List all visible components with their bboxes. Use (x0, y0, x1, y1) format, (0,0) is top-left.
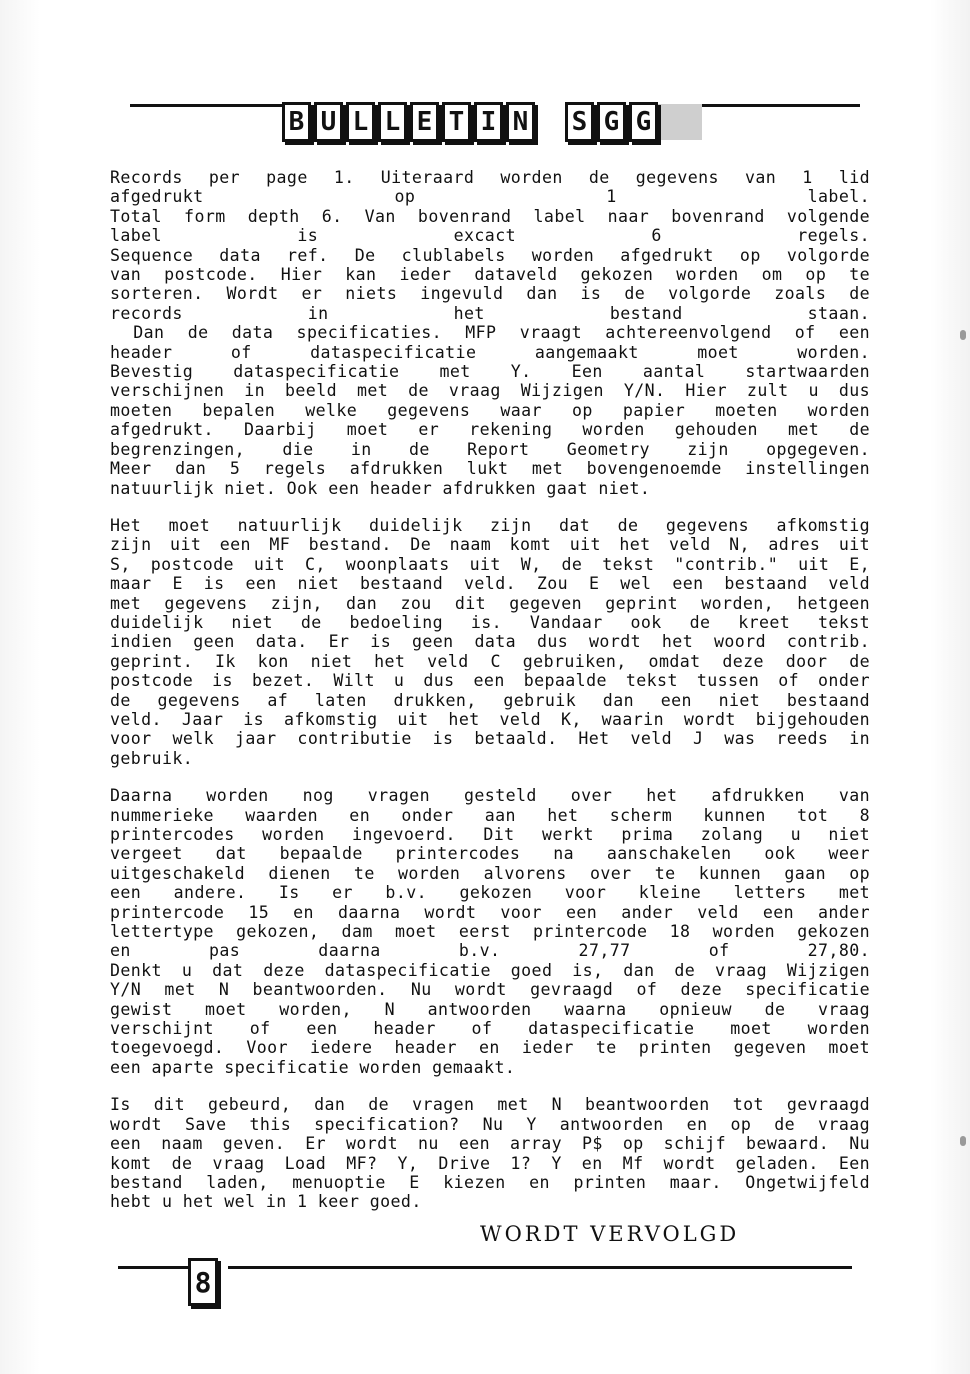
text-line: verschijnt of een header of dataspecificatie moet worden (110, 1019, 870, 1039)
text-line: vergeet dat bepaalde printercodes na aanschakelen ook weer (110, 844, 870, 864)
text-line: natuurlijk niet. Ook een header afdrukken gaat niet. (110, 478, 651, 498)
text-line: uitgeschakeld dienen te worden alvorens over te kunnen gaan op (110, 863, 870, 883)
page-number: 8 (188, 1258, 218, 1306)
text-line: Bevestig dataspecificatie met Y. Een aantal startwaarden (110, 362, 870, 382)
article-paragraph (110, 786, 870, 1077)
text-line: header of dataspecificatie aangemaakt moet worden. (110, 342, 870, 362)
text-line: Is dit gebeurd, dan de vragen met N beantwoorden tot gevraagd (110, 1095, 870, 1115)
masthead-letter: S (565, 102, 594, 142)
text-line: Records per page 1. Uiteraard worden de gegevens van 1 lid (110, 168, 870, 187)
masthead-letter: L (346, 102, 375, 142)
masthead-letter: G (597, 102, 626, 142)
text-line: van postcode. Hier kan ieder dataveld gekozen worden om op te (110, 265, 870, 285)
text-line: duidelijk niet de bedoeling is. Vandaar ook de kreet tekst (110, 612, 870, 632)
masthead-letter: I (474, 102, 503, 142)
article-paragraph (110, 168, 870, 498)
text-line: postcode is bezet. Wilt u dus een bepaalde tekst tussen of onder (110, 671, 870, 691)
text-line: toegevoegd. Voor iedere header en ieder te printen gegeven moet (110, 1038, 870, 1058)
masthead (282, 98, 688, 146)
text-line: label is excact 6 regels. (110, 226, 870, 246)
masthead-letter: E (410, 102, 439, 142)
text-line: Total form depth 6. Van bovenrand label naar bovenrand volgende (110, 206, 870, 226)
text-line: moeten bepalen welke gegevens waar op papier moeten worden (110, 400, 870, 420)
text-line: geprint. Ik kon niet het veld C gebruiken, omdat deze door de (110, 651, 870, 671)
text-line: printercode 15 en daarna wordt voor een ander veld een ander (110, 902, 870, 922)
text-line: een andere. Is er b.v. gekozen voor kleine letters met (110, 883, 870, 903)
masthead-letter: U (314, 102, 343, 142)
text-line: maar E is een niet bestaand veld. Zou E wel een bestaand veld (110, 574, 870, 594)
article-body (110, 168, 870, 1230)
continued-notice: WORDT VERVOLGD (480, 1222, 740, 1246)
text-line: en pas daarna b.v. 27,77 of 27,80. (110, 941, 870, 961)
article-paragraph (110, 1095, 870, 1211)
text-line: voor welk jaar contributie is betaald. Het veld J was reeds in (110, 729, 870, 749)
text-line: Het moet natuurlijk duidelijk zijn dat de gegevens afkomstig (110, 515, 870, 535)
text-line: afgedrukt. Daarbij moet er rekening worden gehouden met de (110, 420, 870, 440)
masthead-letter: L (378, 102, 407, 142)
header-rule-left (130, 104, 290, 107)
masthead-letter: T (442, 102, 471, 142)
text-line: de gegevens af laten drukken, gebruik dan een niet bestaand (110, 690, 870, 710)
punch-hole-mark (960, 1136, 966, 1146)
text-line: Meer dan 5 regels afdrukken lukt met bovengenoemde instellingen (110, 459, 870, 479)
footer-rule-right (228, 1266, 852, 1269)
masthead-letter: G (629, 102, 658, 142)
footer-rule-left (118, 1266, 190, 1269)
text-line: afgedrukt op 1 label. (110, 187, 870, 207)
text-line: Daarna worden nog vragen gesteld over het afdrukken van (110, 786, 870, 806)
text-line: printercodes worden ingevoerd. Dit werkt prima zolang u niet (110, 825, 870, 844)
text-line: S, postcode uit C, woonplaats uit W, de tekst "contrib." uit E, (110, 554, 870, 574)
text-line: veld. Jaar is afkomstig uit het veld K, waarin wordt bijgehouden (110, 709, 870, 729)
text-line: hebt u het wel in 1 keer goed. (110, 1192, 422, 1212)
text-line: met gegevens zijn, dan zou dit gegeven geprint worden, hetgeen (110, 593, 870, 613)
text-line: verschijnen in beeld met de vraag Wijzigen Y/N. Hier zult u dus (110, 381, 870, 401)
text-line: records in het bestand staan. (110, 303, 870, 323)
text-line: zijn uit een MF bestand. De naam komt uit het veld N, adres uit (110, 535, 870, 555)
masthead-word-bulletin (282, 102, 535, 142)
text-line: indien geen data. Er is geen data dus wordt het woord contrib. (110, 632, 870, 652)
text-line: wordt Save this specification? Nu Y antwoorden en op de vraag (110, 1114, 870, 1134)
text-line: begrenzingen, die in de Report Geometry zijn opgegeven. (110, 439, 870, 459)
masthead-letter: N (506, 102, 535, 142)
text-line: een naam geven. Er wordt nu een array P$ op schijf bewaard. Nu (110, 1134, 870, 1154)
text-line: bestand laden, menuoptie E kiezen en printen maar. Ongetwijfeld (110, 1172, 870, 1192)
masthead-letter: B (282, 102, 311, 142)
text-line: Dan de data specificaties. MFP vraagt achtereenvolgend of een (110, 323, 871, 343)
text-line: lettertype gekozen, dam moet eerst printercode 18 worden gekozen (110, 922, 870, 942)
article-paragraph (110, 516, 870, 768)
text-line: Denkt u dat deze dataspecificatie goed is, dan de vraag Wijzigen (110, 960, 870, 980)
text-line: gebruik. (110, 748, 194, 768)
text-line: Y/N met N beantwoorden. Nu wordt gevraagd of deze specificatie (110, 980, 870, 1000)
text-line: nummerieke waarden en onder aan het scherm kunnen tot 8 (110, 805, 870, 825)
text-line: Sequence data ref. De clublabels worden afgedrukt op volgorde (110, 245, 870, 265)
text-line: komt de vraag Load MF? Y, Drive 1? Y en Mf wordt geladen. Een (110, 1153, 870, 1173)
punch-hole-mark (960, 330, 966, 340)
text-line: een aparte specificatie worden gemaakt. (110, 1057, 516, 1077)
text-line: gewist moet worden, N antwoorden waarna opnieuw de vraag (110, 999, 870, 1019)
text-line: sorteren. Wordt er niets ingevuld dan is de volgorde zoals de (110, 284, 870, 304)
masthead-word-sgg (565, 102, 658, 142)
